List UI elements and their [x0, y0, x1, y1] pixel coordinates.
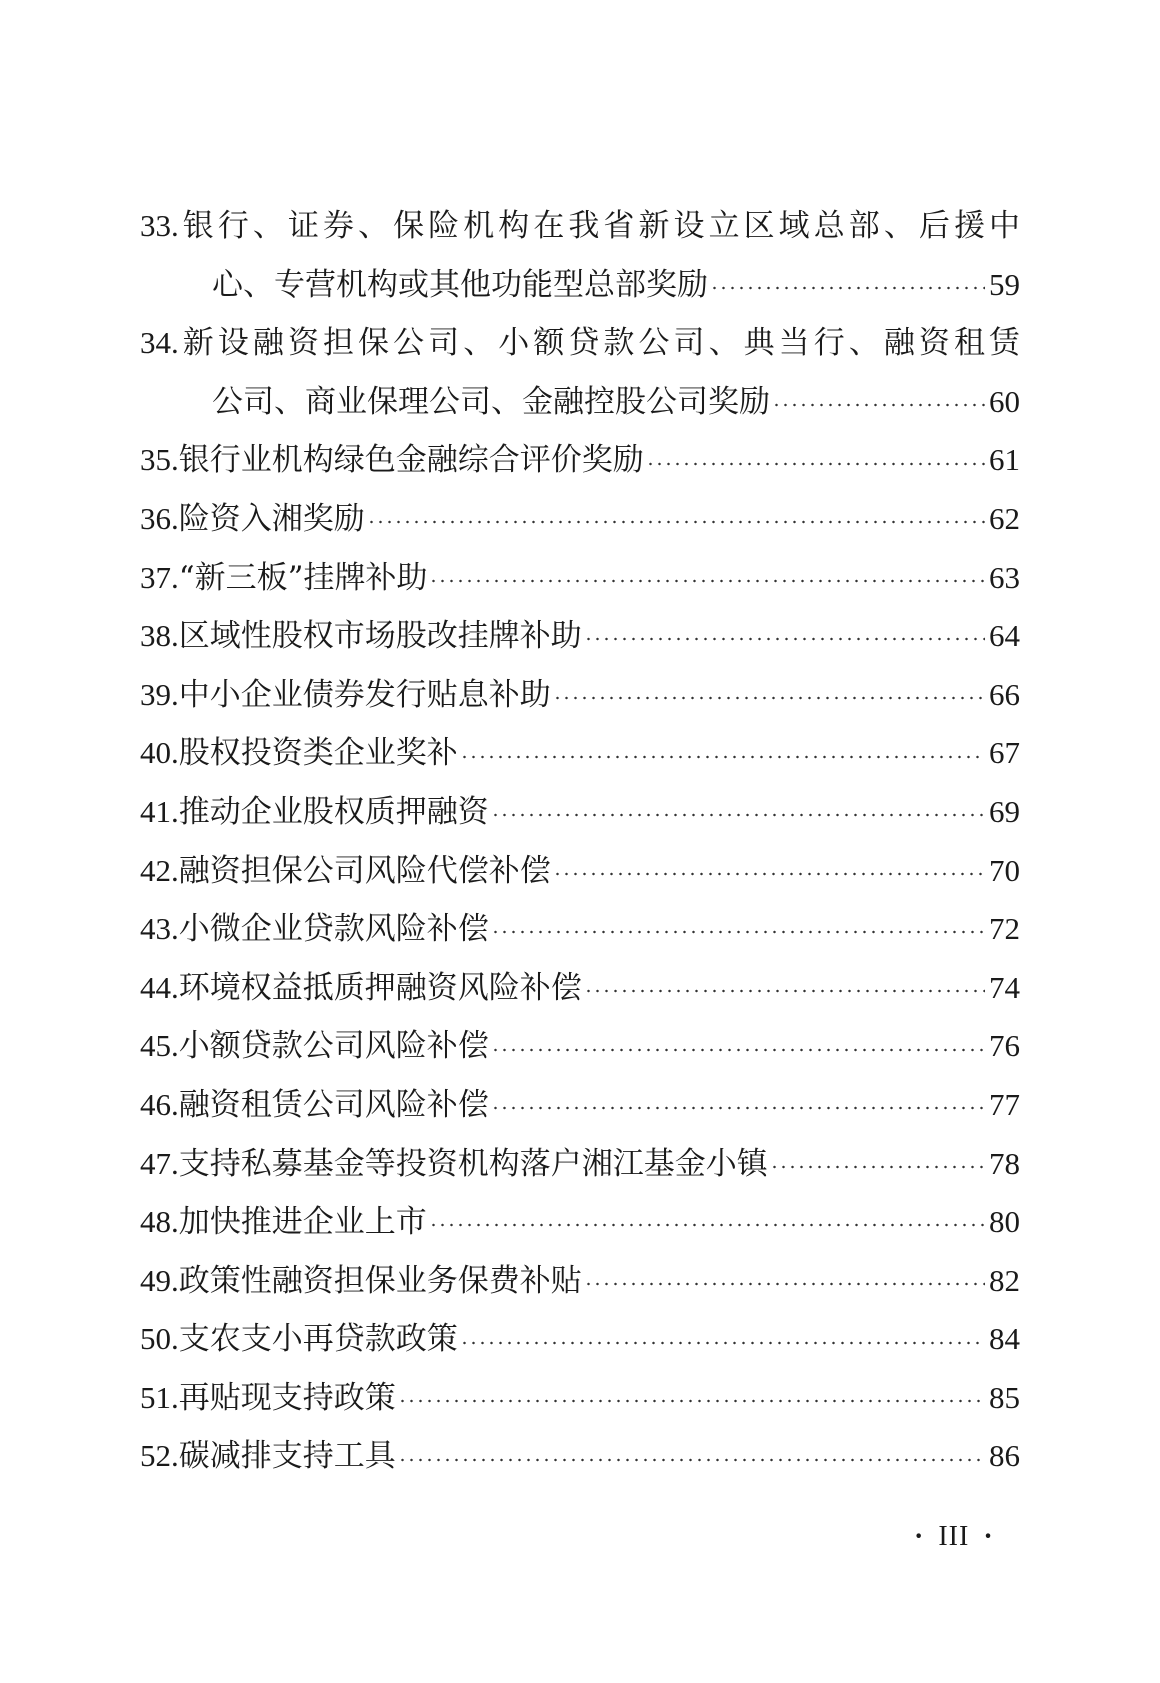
toc-entry-title: 推动企业股权质押融资 — [178, 793, 489, 830]
toc-entry-title-continued: 公司、商业保理公司、金融控股公司奖励 — [212, 383, 770, 420]
toc-page-number: 85 — [989, 1379, 1020, 1415]
page-footer — [900, 1521, 1008, 1553]
dot-leader — [646, 462, 985, 466]
toc-entry-number: 40. — [140, 735, 179, 771]
dot-leader — [460, 1341, 985, 1345]
toc-entry-35[interactable] — [140, 431, 1020, 490]
toc-page-number: 62 — [989, 500, 1020, 536]
toc-entry-51[interactable] — [140, 1369, 1020, 1428]
toc-page-number: 64 — [989, 618, 1020, 654]
footer-page-number: III — [938, 1521, 970, 1552]
toc-entry-50[interactable] — [140, 1310, 1020, 1369]
toc-entry-title: 险资入湘奖励 — [178, 500, 365, 537]
toc-page-number: 70 — [989, 852, 1020, 888]
toc-page-number: 67 — [989, 735, 1020, 771]
dot-leader — [770, 1165, 985, 1169]
toc-entry-number: 39. — [140, 676, 179, 712]
dot-leader — [460, 755, 985, 759]
dot-leader — [584, 637, 985, 641]
toc-entry-title: 小额贷款公司风险补偿 — [178, 1028, 489, 1065]
dot-leader — [398, 1458, 985, 1462]
dot-leader — [367, 520, 985, 524]
toc-entry-title: 中小企业债券发行贴息补助 — [178, 676, 551, 713]
toc-page-number: 61 — [989, 442, 1020, 478]
toc-entry-45[interactable] — [140, 1017, 1020, 1076]
toc-entry-34-line2[interactable] — [140, 373, 1020, 432]
toc-entry-title: 碳减排支持工具 — [178, 1438, 396, 1475]
toc-page-number: 78 — [989, 1145, 1020, 1181]
toc-entry-33-line2[interactable] — [140, 256, 1020, 315]
toc-page-number: 74 — [989, 969, 1020, 1005]
toc-entry-title: 银行业机构绿色金融综合评价奖励 — [178, 442, 644, 479]
dot-leader — [491, 930, 985, 934]
dot-leader — [429, 579, 985, 583]
toc-entry-48[interactable] — [140, 1193, 1020, 1252]
toc-entry-number: 49. — [140, 1262, 179, 1298]
toc-entry-title: 政策性融资担保业务保费补贴 — [178, 1262, 582, 1299]
toc-entry-39[interactable] — [140, 666, 1020, 725]
toc-entry-43[interactable] — [140, 900, 1020, 959]
toc-entry-number: 44. — [140, 969, 179, 1005]
toc-entry-title-continued: 心、专营机构或其他功能型总部奖励 — [212, 266, 708, 303]
bullet-dot-icon: · — [914, 1521, 925, 1552]
toc-entry-title: 支农支小再贷款政策 — [178, 1321, 458, 1358]
toc-entry-38[interactable] — [140, 607, 1020, 666]
toc-entry-36[interactable] — [140, 490, 1020, 549]
toc-page-number: 66 — [989, 676, 1020, 712]
toc-page-number: 76 — [989, 1028, 1020, 1064]
toc-page-number: 72 — [989, 911, 1020, 947]
toc-page-number: 59 — [989, 266, 1020, 302]
toc-entry-number: 41. — [140, 793, 179, 829]
toc-entry-49[interactable] — [140, 1252, 1020, 1311]
dot-leader — [429, 1223, 985, 1227]
table-of-contents — [140, 197, 1020, 1486]
dot-leader — [710, 286, 985, 290]
dot-leader — [584, 1282, 985, 1286]
toc-entry-number: 36. — [140, 500, 179, 536]
toc-entry-52[interactable] — [140, 1427, 1020, 1486]
dot-leader — [491, 1048, 985, 1052]
toc-entry-number: 33. — [140, 208, 179, 243]
toc-entry-title: 小微企业贷款风险补偿 — [178, 911, 489, 948]
dot-leader — [553, 872, 985, 876]
dot-leader — [491, 1106, 985, 1110]
toc-entry-title: 支持私募基金等投资机构落户湘江基金小镇 — [178, 1145, 768, 1182]
dot-leader — [398, 1399, 985, 1403]
toc-entry-number: 37. — [140, 559, 179, 595]
toc-entry-number: 42. — [140, 852, 179, 888]
toc-entry-41[interactable] — [140, 783, 1020, 842]
toc-entry-number: 48. — [140, 1204, 179, 1240]
toc-page-number: 63 — [989, 559, 1020, 595]
toc-page-number: 77 — [989, 1086, 1020, 1122]
toc-entry-number: 45. — [140, 1028, 179, 1064]
toc-entry-title: 再贴现支持政策 — [178, 1379, 396, 1416]
toc-entry-number: 43. — [140, 911, 179, 947]
toc-page-number: 84 — [989, 1321, 1020, 1357]
toc-entry-number: 47. — [140, 1145, 179, 1181]
toc-page-number: 80 — [989, 1204, 1020, 1240]
toc-entry-title: 加快推进企业上市 — [178, 1204, 427, 1241]
toc-entry-number: 50. — [140, 1321, 179, 1357]
dot-leader — [584, 989, 985, 993]
toc-entry-42[interactable] — [140, 842, 1020, 901]
toc-entry-46[interactable] — [140, 1076, 1020, 1135]
toc-page-number: 82 — [989, 1262, 1020, 1298]
toc-entry-37[interactable] — [140, 549, 1020, 608]
toc-entry-title: 股权投资类企业奖补 — [178, 735, 458, 772]
toc-entry-44[interactable] — [140, 959, 1020, 1018]
toc-entry-number: 38. — [140, 618, 179, 654]
toc-entry-number: 52. — [140, 1438, 179, 1474]
dot-leader — [772, 403, 985, 407]
toc-page-number: 60 — [989, 383, 1020, 419]
toc-entry-33-line1[interactable] — [140, 197, 1020, 256]
toc-entry-title: 环境权益抵质押融资风险补偿 — [178, 969, 582, 1006]
toc-entry-title: 银行、证券、保险机构在我省新设立区域总部、后援中 — [178, 208, 1020, 244]
dot-leader — [491, 813, 985, 817]
toc-entry-number: 51. — [140, 1379, 179, 1415]
toc-entry-number: 35. — [140, 442, 179, 478]
toc-page-number: 86 — [989, 1438, 1020, 1474]
toc-entry-number: 34. — [140, 325, 179, 361]
toc-entry-40[interactable] — [140, 724, 1020, 783]
toc-entry-34-line1[interactable] — [140, 314, 1020, 373]
toc-entry-title: 区域性股权市场股改挂牌补助 — [178, 618, 582, 655]
bullet-dot-icon: · — [983, 1521, 994, 1552]
toc-entry-title: 新设融资担保公司、小额贷款公司、典当行、融资租赁 — [178, 325, 1020, 362]
toc-entry-title: 融资租赁公司风险补偿 — [178, 1086, 489, 1123]
toc-entry-47[interactable] — [140, 1135, 1020, 1194]
toc-entry-number: 46. — [140, 1086, 179, 1122]
toc-entry-title: “新三板”挂牌补助 — [178, 559, 428, 596]
toc-entry-title: 融资担保公司风险代偿补偿 — [178, 852, 551, 889]
toc-page-number: 69 — [989, 793, 1020, 829]
dot-leader — [553, 696, 985, 700]
